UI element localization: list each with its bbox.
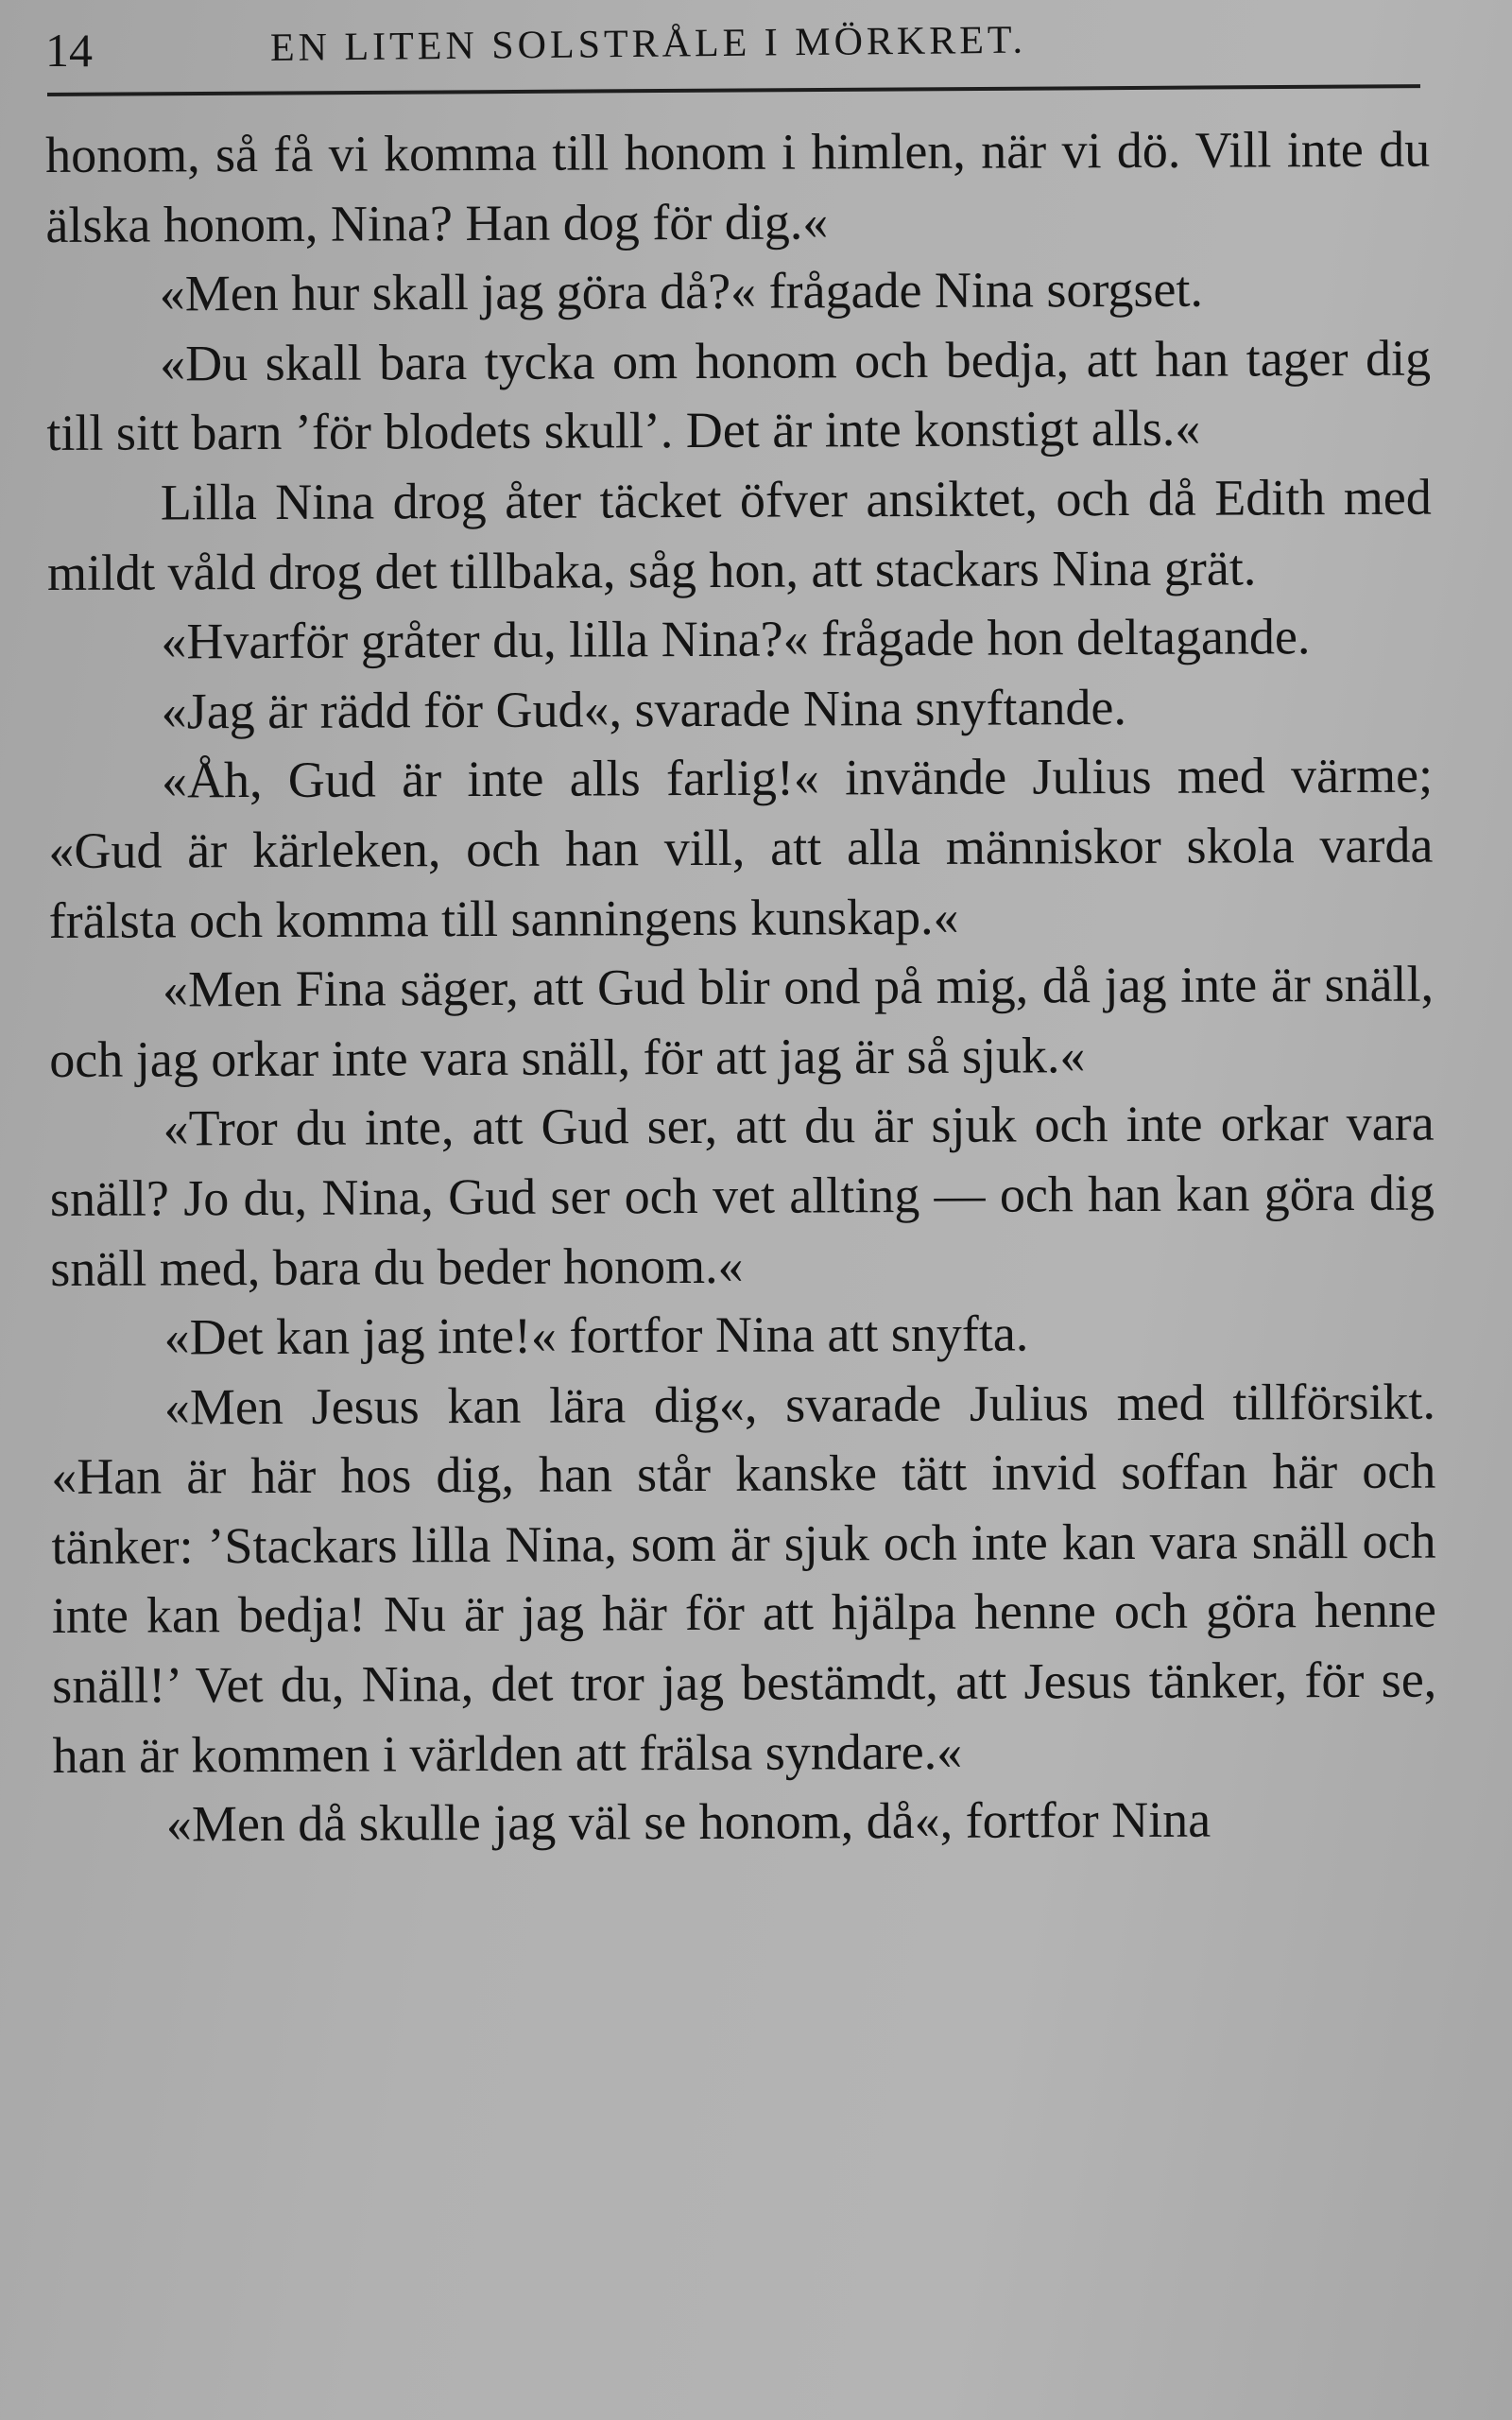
paragraph: «Hvarför gråter du, lilla Nina?« frågade hon deltagande.: [161, 608, 1311, 670]
paragraph: «Det kan jag inte!« fortfor Nina att snyfta.: [163, 1305, 1029, 1366]
paragraph: «Men Fina säger, att Gud blir ond på mig, då jag inte är snäll, och jag orkar inte vara snäll, för att jag är så sjuk.«: [49, 955, 1435, 1088]
running-title: EN LITEN SOLSTRÅLE I MÖRKRET.: [269, 18, 1027, 70]
paragraph: «Tror du inte, att Gud ser, att du är sjuk och inte orkar vara snäll? Jo du, Nina, Gud ser och vet allting — och han kan göra dig snäll med, bara du beder honom.«: [49, 1094, 1435, 1297]
paragraph: «Åh, Gud är inte alls farlig!« invände Julius med värme; «Gud är kärleken, och han vill, att alla människor skola varda frälsta och komma till sanningens kunskap.«: [48, 746, 1434, 949]
page-number: 14: [45, 24, 93, 77]
paragraph: «Jag är rädd för Gud«, svarade Nina snyftande.: [161, 678, 1127, 740]
paragraph: «Men Jesus kan lära dig«, svarade Julius med tillförsikt. «Han är här hos dig, han står kanske tätt invid soffan här och tänker: ’Stackars lilla Nina, som är sjuk och inte kan vara snäll och inte kan bedja! Nu är jag här för att hjälpa henne och göra henne snäll!’ Vet du, Nina, det tror jag bestämdt, att Jesus tänker, för se, han är kommen i världen att frälsa syndare.«: [51, 1373, 1437, 1784]
body-text: [45, 115, 1437, 1860]
paragraph: «Men hur skall jag göra då?« frågade Nina sorgset.: [159, 260, 1204, 322]
paragraph: honom, så få vi komma till honom i himlen, när vi dö. Vill inte du älska honom, Nina? Han dog för dig.«: [45, 120, 1431, 253]
page-header: [45, 19, 1420, 95]
paragraph: «Du skall bara tycka om honom och bedja, att han tager dig till sitt barn ’för blodets skull’. Det är inte konstigt alls.«: [46, 329, 1432, 462]
paragraph: «Men då skulle jag väl se honom, då«, fortfor Nina: [165, 1790, 1211, 1853]
paragraph: Lilla Nina drog åter täcket öfver ansiktet, och då Edith med mildt våld drog det tillbaka, såg hon, att stackars Nina grät.: [46, 468, 1432, 601]
